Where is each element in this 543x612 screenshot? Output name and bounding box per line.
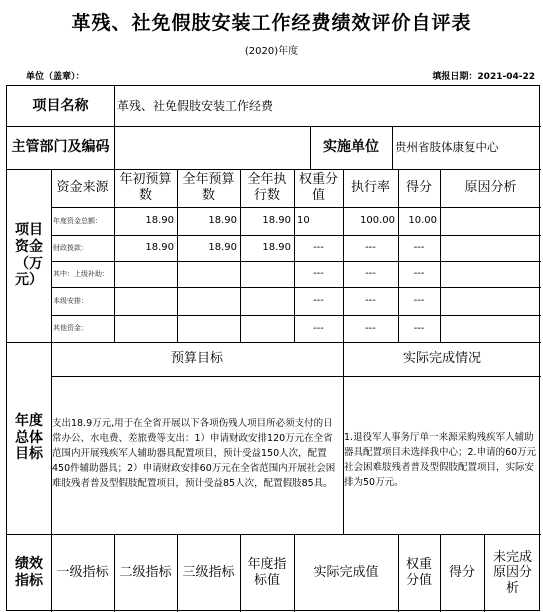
fund-row-score: --- — [413, 242, 425, 253]
header-fund-source: 资金来源 — [56, 180, 109, 196]
actual-completion-text: 1.退役军人事务厅单一来源采购残疾军人辅助器具配置项目未选择我中心；2.申请的60万元社会困难肢残者普及型假肢配置项目，实际安排为50万元。 — [344, 432, 537, 488]
fund-row-source: 其中：上级补助： — [53, 269, 109, 278]
fund-row-annual: 18.90 — [208, 215, 237, 226]
header-indicator-score: 得分 — [448, 565, 475, 581]
fund-row-initial: 18.90 — [145, 242, 174, 253]
actual-completion-header: 实际完成情况 — [402, 351, 481, 367]
fund-row-executed — [240, 315, 294, 342]
authority-value — [117, 126, 307, 169]
fund-row-executed: 18.90 — [262, 215, 291, 226]
implementing-unit-value: 贵州省肢体康复中心 — [395, 139, 499, 154]
fund-row-executed: 18.90 — [262, 242, 291, 253]
fund-row-annual — [177, 315, 240, 342]
fund-row-annual — [177, 261, 240, 287]
annual-goal-label: 年度总体目标 — [15, 412, 43, 463]
fund-row-score: --- — [413, 322, 425, 334]
implementing-unit-label: 实施单位 — [323, 139, 379, 156]
project-funds-label: 项目资金（万元） — [15, 221, 43, 289]
fund-row-reason — [443, 207, 541, 235]
fund-row-annual: 18.90 — [208, 242, 237, 253]
header-level3-indicator: 三级指标 — [182, 565, 235, 581]
header-weight-score: 权重分值 — [405, 557, 432, 588]
fund-row-annual — [177, 287, 240, 315]
header-initial-budget: 年初预算数 — [119, 172, 172, 203]
fund-row-rate: 100.00 — [360, 215, 395, 226]
header-level2-indicator: 二级指标 — [119, 565, 172, 581]
header-unfinished-reason: 未完成原因分析 — [492, 549, 532, 596]
fund-row-score: --- — [413, 268, 425, 279]
header-reason: 原因分析 — [464, 180, 517, 196]
fund-row-weight: --- — [313, 295, 324, 306]
budget-goal-text: 支出18.9万元,用于在全省开展以下各项伤残人项目所必须支付的日常办公、水电费、差旅费等支出：1）申请财政安排120万元在全省范围内开展残疾军人辅助器具配置项目，预计受益150人次，配置450件辅助器具；2）申请财政安排60万元在全省范围内开展社会困难肢残者普及型假肢配置项目，预计受益85人次，配置假肢85具。 — [52, 418, 336, 489]
header-weight: 权重分值 — [298, 172, 338, 203]
fill-date: 填报日期：2021-04-22 — [432, 72, 535, 82]
fund-row-rate: --- — [365, 322, 376, 334]
fund-row-rate: --- — [365, 268, 376, 279]
fund-row-weight: --- — [313, 322, 324, 334]
fund-row-initial — [114, 287, 177, 315]
header-execution-rate: 执行率 — [350, 180, 390, 196]
fund-row-source: 本级安排： — [53, 296, 88, 305]
fund-row-reason — [443, 261, 541, 287]
fund-row-rate: --- — [365, 242, 376, 253]
unit-seal-label: 单位（盖章）： — [26, 72, 85, 82]
fund-row-source: 财政拨款： — [53, 243, 88, 252]
authority-label: 主管部门及编码 — [11, 139, 110, 156]
fund-row-executed — [240, 261, 294, 287]
report-year: (2020)年度 — [244, 46, 299, 57]
page-title: 革残、社免假肢安装工作经费绩效评价自评表 — [71, 12, 472, 34]
header-actual-value: 实际完成值 — [313, 565, 379, 581]
performance-indicators-label: 绩效指标 — [15, 556, 43, 589]
header-level1-indicator: 一级指标 — [56, 565, 109, 581]
header-annual-budget: 全年预算数 — [182, 172, 235, 203]
fund-row-weight: --- — [313, 242, 324, 253]
project-name-value: 革残、社免假肢安装工作经费 — [117, 98, 274, 113]
fund-row-score: --- — [413, 295, 425, 306]
fund-row-executed — [240, 287, 294, 315]
fund-row-rate: --- — [365, 295, 376, 306]
header-score: 得分 — [405, 180, 432, 196]
evaluation-table — [6, 85, 540, 611]
fund-row-reason — [443, 315, 541, 342]
budget-goal-header: 预算目标 — [170, 351, 223, 367]
fund-row-reason — [443, 235, 541, 261]
fund-row-source: 年度资金总额： — [53, 216, 102, 225]
project-name-label: 项目名称 — [32, 97, 89, 114]
fund-row-source: 其他资金： — [53, 324, 88, 333]
fund-row-reason — [443, 287, 541, 315]
fund-row-weight: --- — [313, 268, 324, 279]
header-annual-target: 年度指标值 — [247, 557, 287, 588]
fund-row-initial — [114, 315, 177, 342]
fund-row-initial: 18.90 — [145, 215, 174, 226]
fund-row-initial — [114, 261, 177, 287]
fund-row-score: 10.00 — [408, 215, 437, 226]
header-annual-executed: 全年执行数 — [247, 172, 287, 203]
fund-row-weight: 10 — [297, 215, 310, 226]
